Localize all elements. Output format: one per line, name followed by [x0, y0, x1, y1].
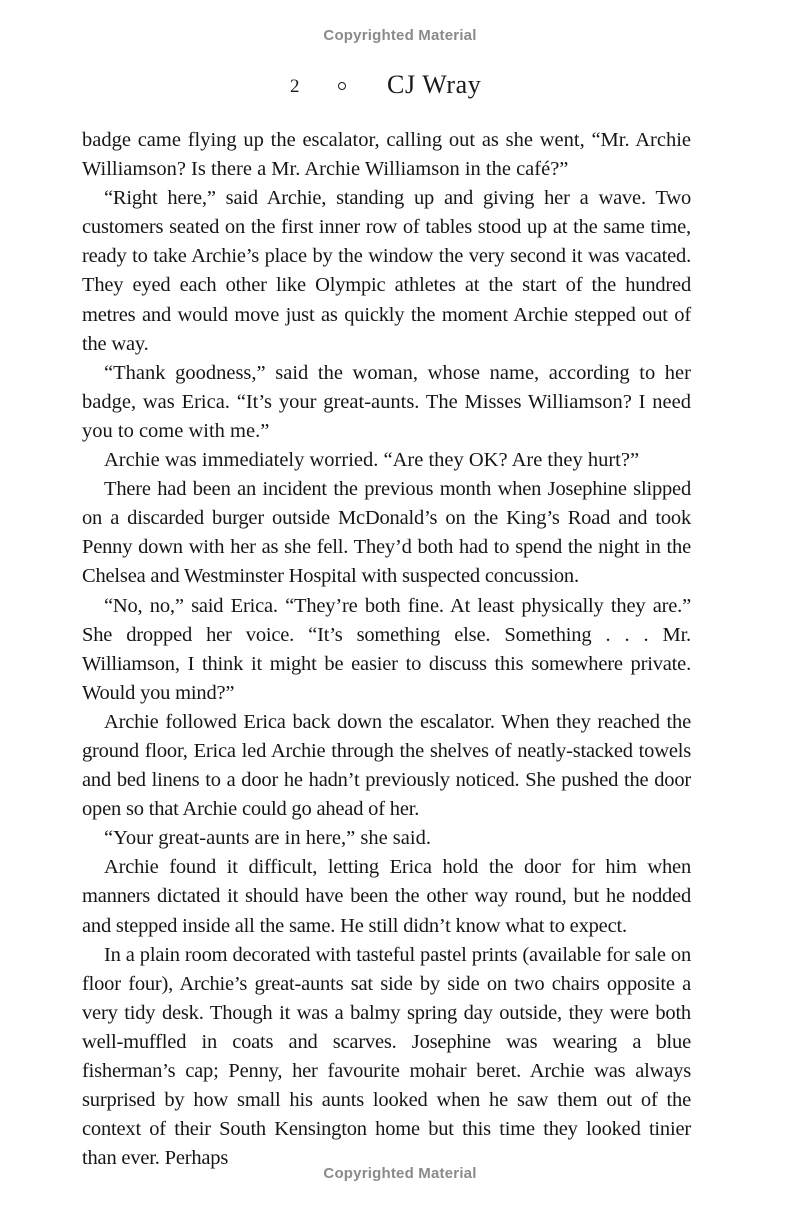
copyright-watermark-bottom: Copyrighted Material [323, 1165, 477, 1182]
paragraph: “Your great-aunts are in here,” she said. [104, 827, 431, 850]
paragraph: Archie followed Erica back down the escalator. When they reached the ground floor, Erica led Archie through the shelves of neatly-stacked towels and bed linens to a door he hadn’t previously noticed. She pushed the door open so that Archie could go ahead of her. [82, 710, 691, 821]
page-number: 2 [290, 76, 300, 97]
author-name: CJ Wray [387, 70, 482, 99]
running-head [0, 70, 800, 102]
copyright-watermark-top: Copyrighted Material [323, 27, 477, 44]
paragraph: “Thank goodness,” said the woman, whose name, according to her badge, was Erica. “It’s your great-aunts. The Misses Williamson? I need you to come with me.” [82, 361, 691, 442]
body-text [82, 126, 691, 1173]
paragraph: In a plain room decorated with tasteful pastel prints (available for sale on floor four), Archie’s great-aunts sat side by side on two chairs opposite a very tidy desk. Though it was a balmy spring day outside, they were both well-muffled in coats and scarves. Josephine was wearing a blue fisherman’s cap; Penny, her favourite mohair beret. Archie was always surprised by how small his aunts looked when he saw them out of the context of their South Kensington home but this time they looked tinier than ever. Perhaps [82, 943, 691, 1170]
paragraph: “No, no,” said Erica. “They’re both fine. At least physically they are.” She dropped her voice. “It’s something else. Something . . . Mr. Williamson, I think it might be easier to discuss this somewhere private. Would you mind?” [82, 594, 691, 704]
paragraph: badge came flying up the escalator, calling out as she went, “Mr. Archie Williamson? Is there a Mr. Archie Williamson in the café?” [82, 129, 691, 181]
paragraph: There had been an incident the previous month when Josephine slipped on a discarded burger outside McDonald’s on the King’s Road and took Penny down with her as she fell. They’d both had to spend the night in the Chelsea and Westminster Hospital with suspected concussion. [82, 478, 691, 588]
paragraph: Archie found it difficult, letting Erica hold the door for him when manners dictated it should have been the other way round, but he nodded and stepped inside all the same. He still didn’t know what to expect. [82, 856, 691, 937]
bullet-separator-icon [338, 82, 346, 90]
paragraph: Archie was immediately worried. “Are they OK? Are they hurt?” [104, 449, 640, 472]
paragraph: “Right here,” said Archie, standing up and giving her a wave. Two customers seated on the first inner row of tables stood up at the same time, ready to take Archie’s place by the window the very second it was vacated. They eyed each other like Olympic athletes at the start of the hundred metres and would move just as quickly the moment Archie stepped out of the way. [82, 187, 691, 355]
